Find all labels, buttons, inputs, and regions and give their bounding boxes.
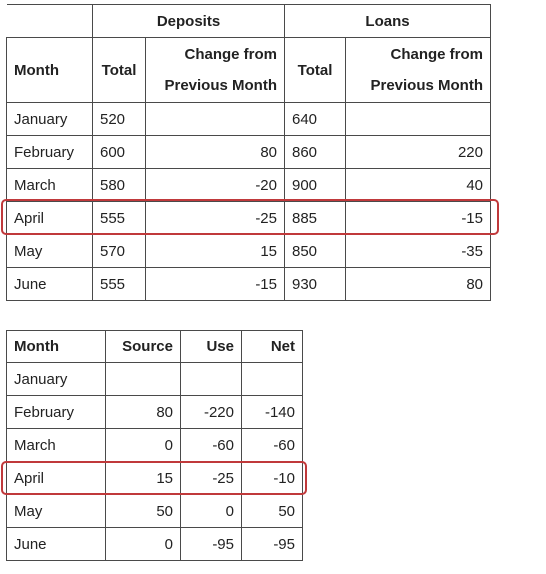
month-cell: January: [7, 103, 93, 136]
month-column-header: Month: [7, 331, 106, 363]
deposits-total-cell: 555: [93, 202, 146, 235]
deposits-change-cell: -25: [146, 202, 285, 235]
table-row: [7, 169, 491, 202]
corner-cell: [7, 5, 93, 38]
loans-total-cell: 850: [285, 235, 346, 268]
loans-total-cell: 860: [285, 136, 346, 169]
deposits-loans-table: [6, 4, 491, 301]
loans-total-cell: 930: [285, 268, 346, 301]
use-cell: 0: [181, 495, 242, 528]
source-cell: [106, 363, 181, 396]
month-cell: May: [7, 495, 106, 528]
table-row: [7, 363, 303, 396]
source-cell: 80: [106, 396, 181, 429]
loans-total-cell: 900: [285, 169, 346, 202]
table-row: [7, 495, 303, 528]
deposits-change-cell: [146, 103, 285, 136]
use-cell: -95: [181, 528, 242, 561]
loans-change-cell: -15: [346, 202, 491, 235]
column-header-row: [7, 331, 303, 363]
loans-change-cell: 220: [346, 136, 491, 169]
net-cell: -140: [242, 396, 303, 429]
month-cell: March: [7, 169, 93, 202]
group-header-row: [7, 5, 491, 38]
loans-total-cell: 885: [285, 202, 346, 235]
table-row: [7, 396, 303, 429]
column-header-row: [7, 38, 491, 103]
use-cell: -60: [181, 429, 242, 462]
use-cell: [181, 363, 242, 396]
deposits-total-cell: 555: [93, 268, 146, 301]
month-cell: June: [7, 528, 106, 561]
source-cell: 0: [106, 429, 181, 462]
loans-change-cell: 80: [346, 268, 491, 301]
loans-change-cell: 40: [346, 169, 491, 202]
deposits-change-header: Change from Previous Month: [146, 38, 285, 103]
deposits-total-cell: 520: [93, 103, 146, 136]
net-cell: 50: [242, 495, 303, 528]
table-row: [7, 528, 303, 561]
net-cell: -60: [242, 429, 303, 462]
net-column-header: Net: [242, 331, 303, 363]
deposits-change-cell: 80: [146, 136, 285, 169]
deposits-total-header: Total: [93, 38, 146, 103]
deposits-change-cell: -15: [146, 268, 285, 301]
deposits-total-cell: 570: [93, 235, 146, 268]
source-column-header: Source: [106, 331, 181, 363]
use-cell: -220: [181, 396, 242, 429]
month-cell: April: [7, 202, 93, 235]
month-cell: June: [7, 268, 93, 301]
table-row: [7, 268, 491, 301]
source-cell: 15: [106, 462, 181, 495]
table-row: [7, 235, 491, 268]
month-column-header: Month: [7, 38, 93, 103]
loans-change-header: Change from Previous Month: [346, 38, 491, 103]
loans-change-cell: -35: [346, 235, 491, 268]
table-row: [7, 136, 491, 169]
deposits-group-header: Deposits: [93, 5, 285, 38]
table-row-highlighted: [7, 202, 491, 235]
month-cell: March: [7, 429, 106, 462]
month-cell: February: [7, 136, 93, 169]
deposits-change-cell: 15: [146, 235, 285, 268]
source-use-net-table: [6, 330, 303, 561]
deposits-total-cell: 580: [93, 169, 146, 202]
table-row-highlighted: [7, 462, 303, 495]
loans-total-cell: 640: [285, 103, 346, 136]
month-cell: May: [7, 235, 93, 268]
deposits-change-cell: -20: [146, 169, 285, 202]
source-cell: 50: [106, 495, 181, 528]
loans-group-header: Loans: [285, 5, 491, 38]
source-cell: 0: [106, 528, 181, 561]
loans-change-cell: [346, 103, 491, 136]
table-row: [7, 103, 491, 136]
month-cell: February: [7, 396, 106, 429]
month-cell: April: [7, 462, 106, 495]
net-cell: -10: [242, 462, 303, 495]
use-column-header: Use: [181, 331, 242, 363]
month-cell: January: [7, 363, 106, 396]
deposits-total-cell: 600: [93, 136, 146, 169]
use-cell: -25: [181, 462, 242, 495]
net-cell: -95: [242, 528, 303, 561]
table-row: [7, 429, 303, 462]
net-cell: [242, 363, 303, 396]
loans-total-header: Total: [285, 38, 346, 103]
